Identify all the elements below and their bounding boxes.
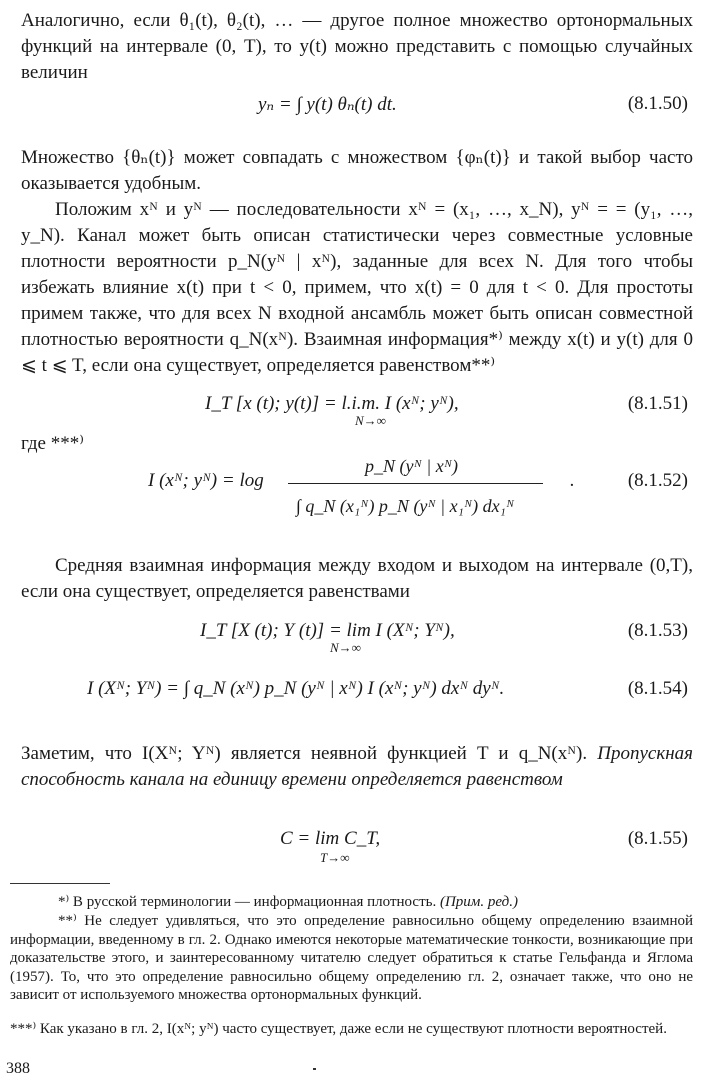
paragraph-intro: Аналогично, если θ₁(t), θ₂(t), … — другое полное множество ортонормальных функций на интервале (0, T), то y(t) можно представить с помощью случайных величин: [21, 10, 693, 83]
page-number: 388: [6, 1060, 30, 1077]
paragraph-capacity-text: Заметим, что I(Xᴺ; Yᴺ) является неявной функцией T и q_N(xᴺ).: [21, 743, 598, 764]
equation-8-1-52-lhs: I (xᴺ; yᴺ) = log: [148, 470, 264, 491]
footnote-1-editor-note: (Прим. ред.): [439, 894, 519, 910]
equation-8-1-52-numerator: p_N (yᴺ | xᴺ): [365, 456, 458, 476]
equation-8-1-55: C = lim C_T,: [280, 828, 381, 849]
equation-number-8-1-55: (8.1.55): [627, 828, 688, 849]
equation-8-1-53: I_T [X (t); Y (t)] = lim I (Xᴺ; Yᴺ),: [200, 620, 455, 641]
equation-8-1-52-period: .: [570, 470, 575, 491]
equation-8-1-51-limit-subscript: N→∞: [355, 413, 386, 428]
footnote-divider: [10, 883, 110, 884]
paragraph-average-text: Средняя взаимная информация между входом и выходом на интервале (0,T), если она существует, определяется равенствами: [21, 555, 693, 602]
footnote-1-text: *⁾ В русской терминологии — информационная плотность.: [58, 894, 440, 910]
equation-number-8-1-52: (8.1.52): [627, 470, 688, 491]
equation-8-1-50: yₙ = ∫ y(t) θₙ(t) dt.: [258, 94, 397, 115]
equation-number-8-1-53: (8.1.53): [627, 620, 688, 641]
paragraph-channel-text: Положим xᴺ и yᴺ — последовательности xᴺ = (x₁, …, x_N), yᴺ = = (y₁, …, y_N). Канал может быть описан статистически через совместные условные плотности вероятности p_N(yᴺ | xᴺ), заданные для всех N. Для того чтобы избежать влияние x(t) при t < 0, примем, что x(t) = 0 для t < 0. Для простоты примем также, что для всех N входной ансамбль может быть описан совместной плотностью вероятности q_N(xᴺ). Взаимная информация*⁾ между x(t) и y(t) для 0 ⩽ t ⩽ T, если она существует, определяется равенством**⁾: [21, 199, 693, 376]
equation-8-1-53-limit-subscript: N→∞: [330, 640, 361, 655]
equation-8-1-52-fraction-bar: [288, 483, 543, 484]
footnote-3: ***⁾ Как указано в гл. 2, I(xᴺ; yᴺ) часто существует, даже если не существуют плотности вероятностей.: [10, 1021, 667, 1037]
paragraph-capacity-definition: Пропускная способность канала на единицу времени определяется равенством: [21, 743, 693, 790]
paragraph-average-information: [21, 553, 693, 605]
equation-8-1-52-denominator: ∫ q_N (x₁ᴺ) p_N (yᴺ | x₁ᴺ) dx₁ᴺ: [296, 496, 515, 516]
equation-8-1-55-limit-subscript: T→∞: [320, 850, 350, 865]
equation-8-1-51: I_T [x (t); y(t)] = l.i.m. I (xᴺ; yᴺ),: [205, 393, 459, 414]
footnote-2: [10, 912, 693, 1005]
equation-number-8-1-51: (8.1.51): [627, 393, 688, 414]
print-speck: [313, 1068, 316, 1070]
footnote-2-text: **⁾ Не следует удивляться, что это определение равносильно общему определению взаимной информации, введенному в гл. 2. Однако имеются некоторые математические тонкости, возникающие при доказательстве этого, и заинтересованному читателю следует обратиться к статье Гельфанда и Яглома (1957). То, что это определение равносильно общему определению гл. 2, означает также, что оно не зависит от используемого множества ортонормальных функций.: [10, 913, 693, 1003]
equation-number-8-1-50: (8.1.50): [627, 93, 688, 114]
paragraph-set-theta: Множество {θₙ(t)} может совпадать с множеством {φₙ(t)} и такой выбор часто оказывается удобным.: [21, 147, 693, 194]
equation-number-8-1-54: (8.1.54): [627, 678, 688, 699]
footnote-1: [10, 893, 693, 912]
paragraph-channel-definition: [21, 197, 693, 379]
equation-8-1-54: I (Xᴺ; Yᴺ) = ∫ q_N (xᴺ) p_N (yᴺ | xᴺ) I (xᴺ; yᴺ) dxᴺ dyᴺ.: [87, 678, 505, 699]
paragraph-capacity: [21, 741, 693, 793]
where-label: где ***⁾: [21, 433, 84, 454]
